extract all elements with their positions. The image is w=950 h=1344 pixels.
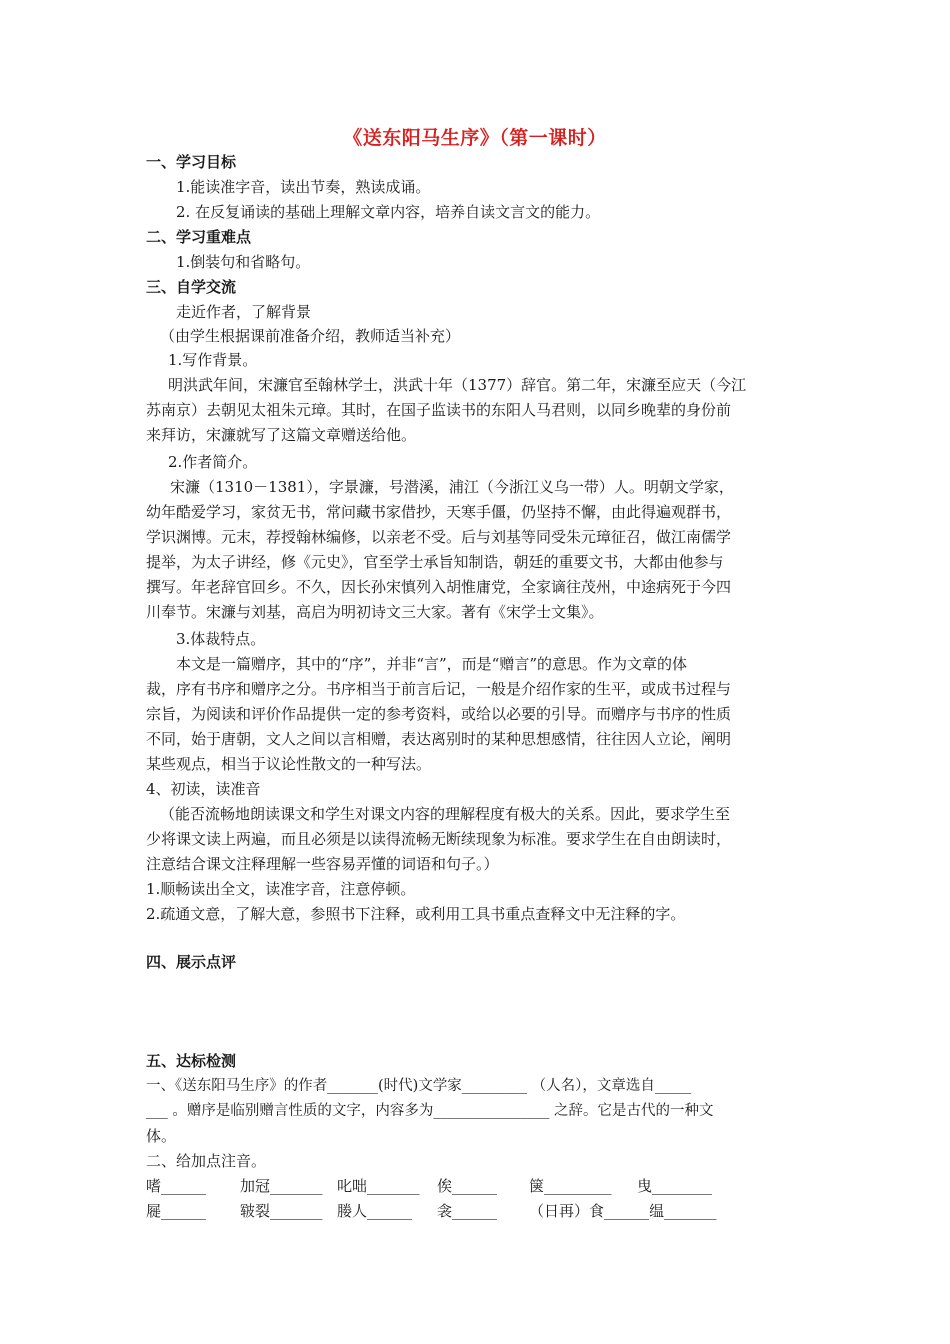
pinyin-row — [146, 1174, 816, 1198]
self-study-note: （由学生根据课前准备介绍，教师适当补充） — [160, 327, 461, 345]
pinyin-blank-item: 嗜______ — [146, 1177, 207, 1195]
background-paragraph-line: 苏南京）去朝见太祖朱元璋。其时，在国子监读书的东阳人马君则，以同乡晚辈的身份前 — [146, 401, 732, 419]
author-paragraph-line: 撰写。年老辞官回乡。不久，因长孙宋慎列入胡惟庸党，全家谪往茂州，中途病死于今四 — [146, 578, 732, 596]
pinyin-blank-item: 叱咄_______ — [337, 1177, 420, 1195]
author-paragraph-line: 学识渊博。元末，荐授翰林编修，以亲老不受。后与刘基等同受朱元璋征召，做江南儒学 — [146, 528, 732, 546]
pinyin-blank-item: 衾______ — [437, 1202, 498, 1220]
reading-paragraph-line: 注意结合课文注释理解一些容易弄懂的词语和句子。） — [146, 855, 499, 873]
reading-paragraph-line: （能否流畅地朗读课文和学生对课文内容的理解程度有极大的关系。因此，要求学生至 — [160, 805, 731, 823]
genre-paragraph-line: 本文是一篇赠序，其中的“序”，并非“言”，而是“赠言”的意思。作为文章的体 — [176, 655, 688, 673]
author-paragraph-line: 提举，为太子讲经，修《元史》，官至学士承旨知制诰，朝廷的重要文书，大都由他参与 — [146, 553, 724, 571]
assessment-question-line: 体。 — [146, 1127, 177, 1145]
background-paragraph-line: 来拜访，宋濂就写了这篇文章赠送给他。 — [146, 426, 417, 444]
document-title: 《送东阳马生序》（第一课时） — [343, 127, 607, 149]
author-paragraph-line: 幼年酷爱学习，家贫无书，常问藏书家借抄，天寒手僵，仍坚持不懈，由此得遍观群书， — [146, 503, 732, 521]
section-heading-objectives: 一、学习目标 — [146, 153, 237, 171]
pinyin-blank-item: （日再）食______缊_______ — [529, 1202, 717, 1220]
reading-heading: 4、初读，读准音 — [146, 780, 261, 798]
objective-item: 2. 在反复诵读的基础上理解文章内容，培养自读文言文的能力。 — [176, 203, 601, 221]
assessment-question-line: 一、《送东阳马生序》的作者_______(时代)文学家_________ （人名），文章选自_____ — [146, 1078, 692, 1094]
pinyin-question-heading: 二、给加点注音。 — [146, 1152, 267, 1170]
background-heading: 1.写作背景。 — [168, 351, 258, 369]
pinyin-blank-item: 屣______ — [146, 1202, 207, 1220]
genre-heading: 3.体裁特点。 — [176, 630, 266, 648]
author-paragraph-line: 川奉节。宋濂与刘基，高启为明初诗文三大家。著有《宋学士文集》。 — [146, 603, 604, 621]
self-study-intro: 走近作者，了解背景 — [176, 303, 312, 321]
pinyin-blank-item: 俟______ — [437, 1177, 498, 1195]
genre-paragraph-line: 宗旨，为阅读和评价作品提供一定的参考资料，或给以必要的引导。而赠序与书序的性质 — [146, 705, 732, 723]
section-heading-self-study: 三、自学交流 — [146, 278, 237, 296]
pinyin-blank-item: 箧_________ — [529, 1177, 612, 1195]
author-paragraph-line: 宋濂（1310－1381），字景濂，号潜溪，浦江（今浙江义乌一带）人。明朝文学家， — [170, 478, 734, 496]
reading-item: 1.顺畅读出全文，读准字音，注意停顿。 — [146, 880, 416, 898]
section-heading-assessment: 五、达标检测 — [146, 1052, 237, 1070]
pinyin-blank-item: 加冠_______ — [240, 1177, 323, 1195]
genre-paragraph-line: 不同，始于唐朝，文人之间以言相赠，表达离别时的某种思想感情，往往因人立论，阐明 — [146, 730, 732, 748]
section-heading-presentation: 四、展示点评 — [146, 953, 237, 971]
reading-item: 2.疏通文意，了解大意，参照书下注释，或利用工具书重点查释文中无注释的字。 — [146, 905, 686, 923]
pinyin-blank-item: 曳________ — [637, 1177, 713, 1195]
key-point-item: 1.倒装句和省略句。 — [176, 253, 311, 271]
assessment-question-line: ___ 。赠序是临别赠言性质的文字，内容多为________________ 之辞。它是古代的一种文 — [146, 1103, 714, 1119]
section-heading-key-points: 二、学习重难点 — [146, 228, 252, 246]
objective-item: 1.能读准字音，读出节奏，熟读成诵。 — [176, 178, 431, 196]
pinyin-blank-item: 媵人______ — [337, 1202, 413, 1220]
pinyin-blank-item: 皲裂_______ — [240, 1202, 323, 1220]
genre-paragraph-line: 裁，序有书序和赠序之分。书序相当于前言后记，一般是介绍作家的生平，或成书过程与 — [146, 680, 732, 698]
reading-paragraph-line: 少将课文读上两遍，而且必须是以读得流畅无断续现象为标准。要求学生在自由朗读时， — [146, 830, 732, 848]
pinyin-row — [146, 1199, 816, 1223]
genre-paragraph-line: 某些观点，相当于议论性散文的一种写法。 — [146, 755, 432, 773]
background-paragraph-line: 明洪武年间，宋濂官至翰林学士，洪武十年（1377）辞官。第二年，宋濂至应天（今江 — [168, 376, 747, 394]
author-heading: 2.作者简介。 — [168, 453, 258, 471]
